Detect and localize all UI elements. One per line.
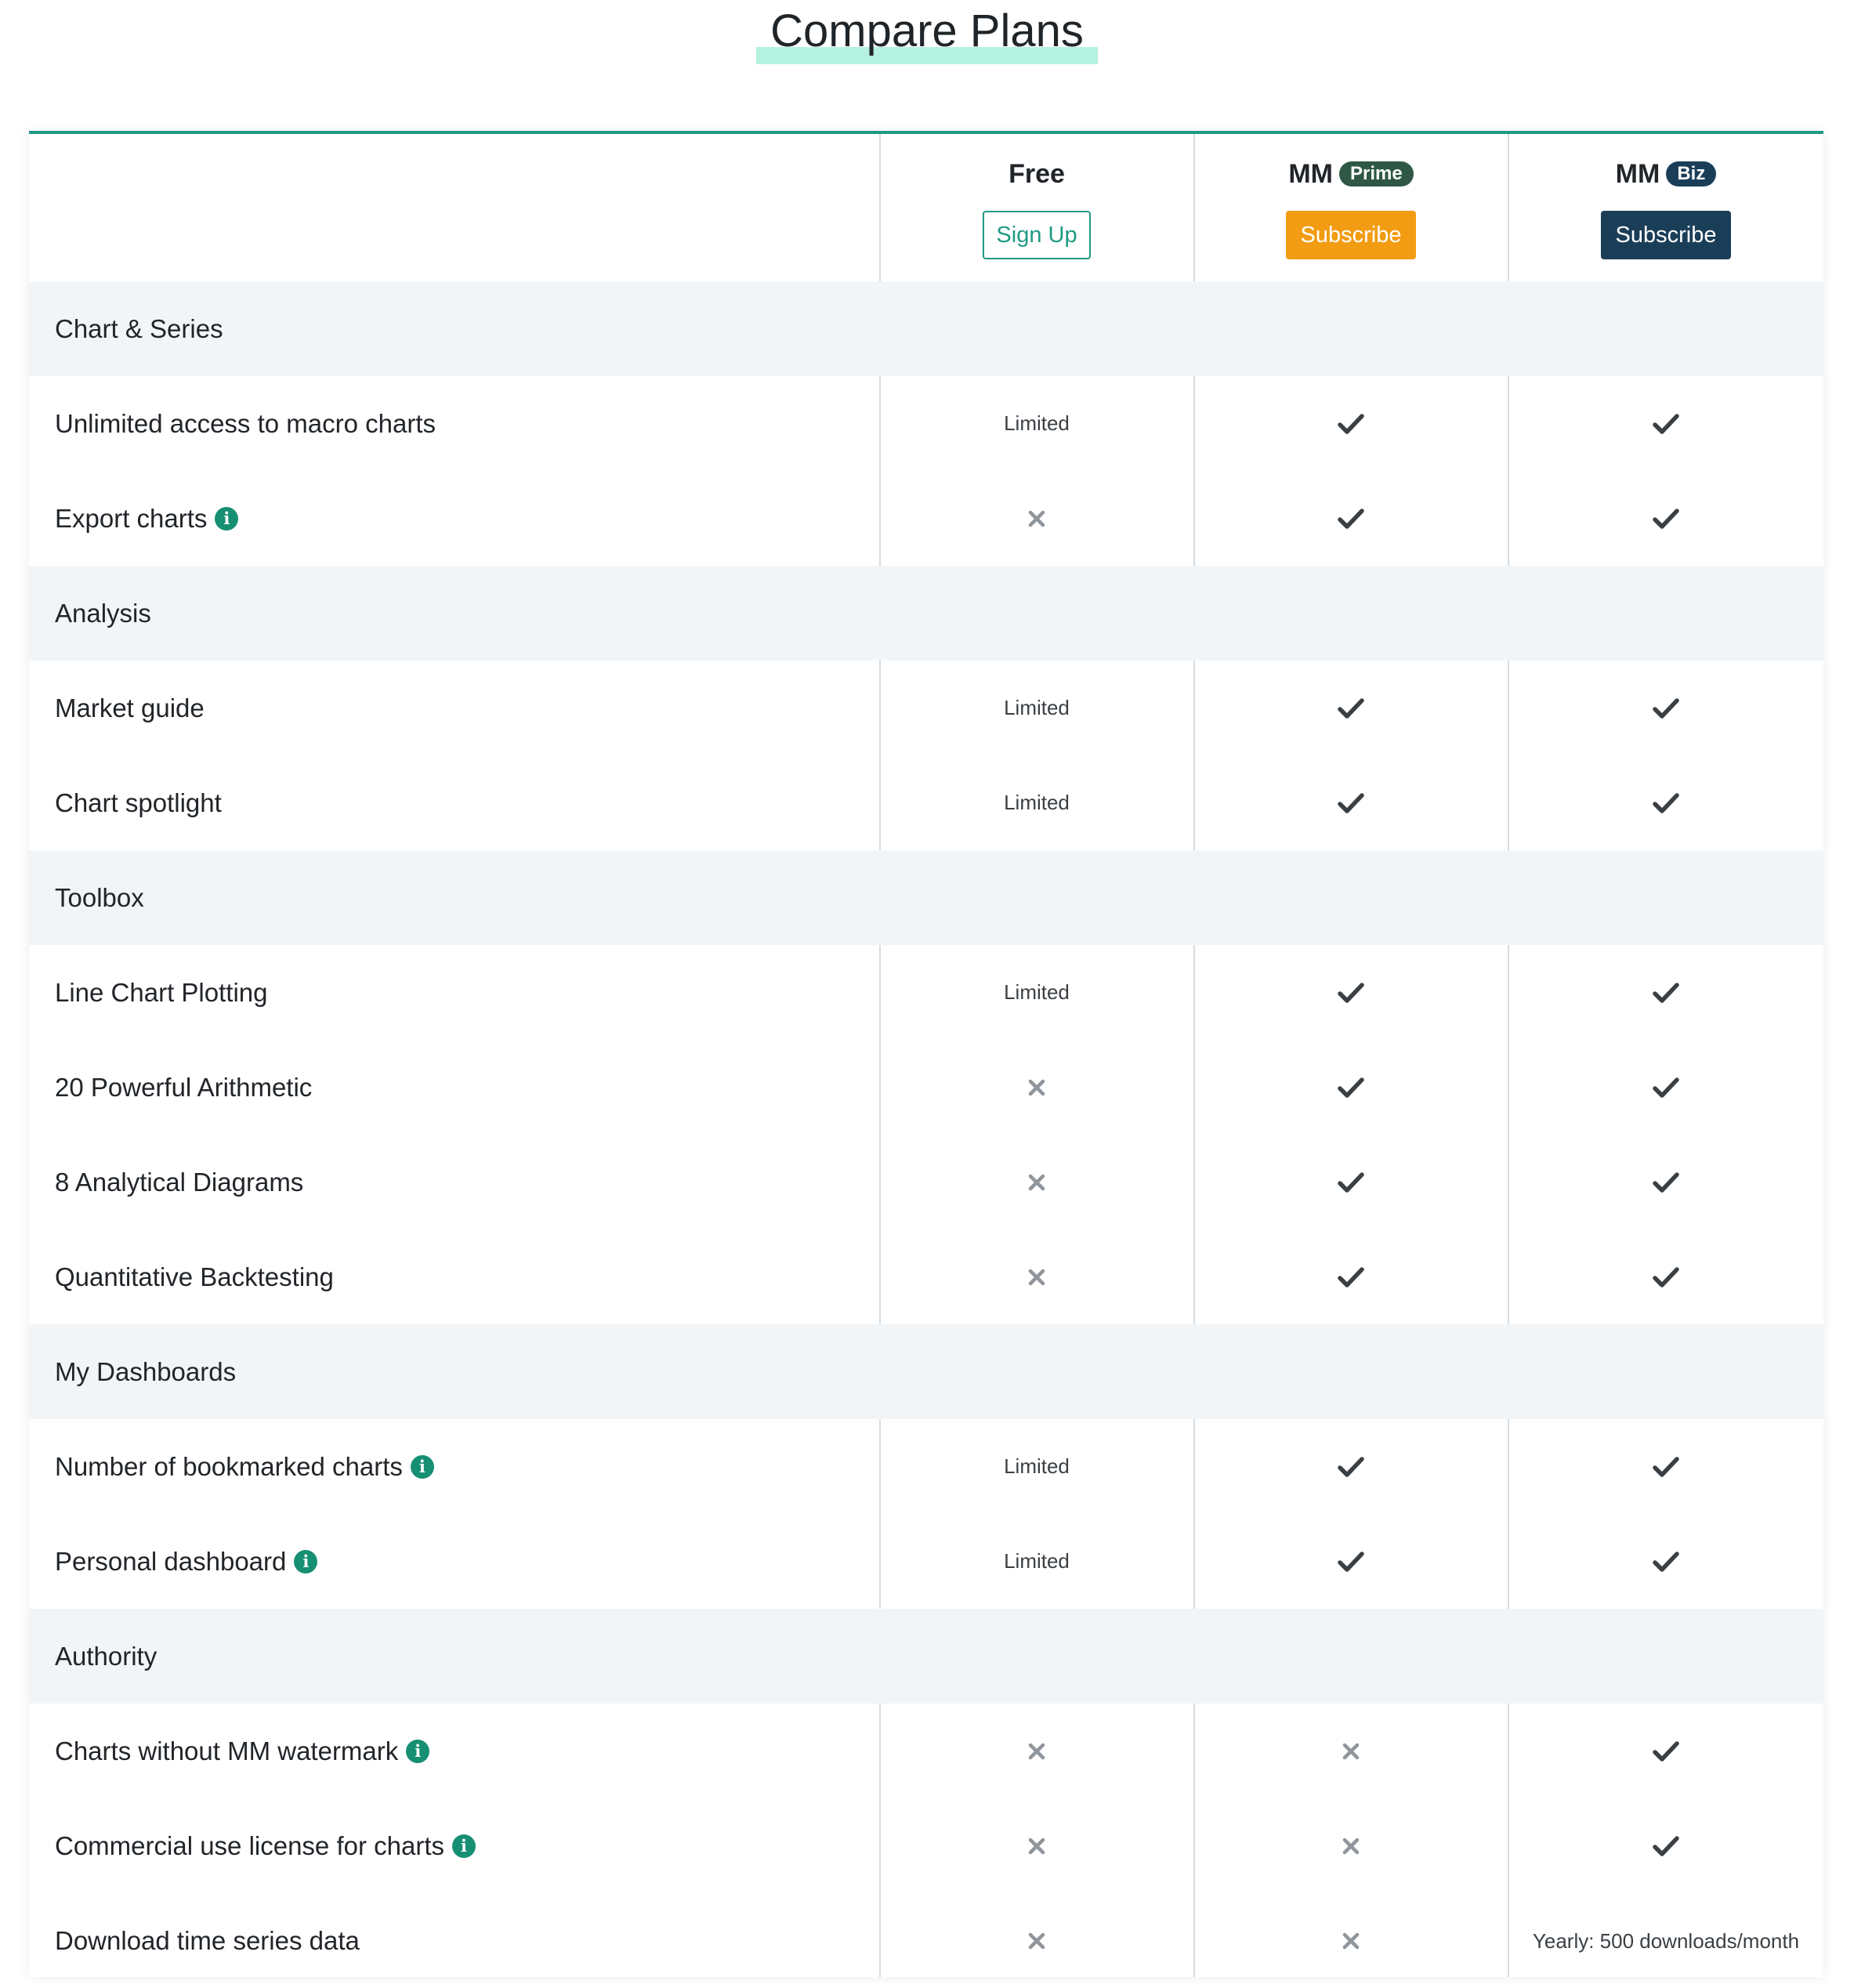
feature-name [55,755,222,850]
free-value-text: Limited [1004,696,1070,719]
free-value-text: Limited [1004,1454,1070,1478]
feature-row [29,1135,1823,1229]
column-divider [879,661,881,850]
feature-row [29,471,1823,566]
prime-check-icon [1194,1229,1508,1324]
column-divider [879,376,881,566]
free-value [880,376,1193,471]
column-divider [1508,1704,1509,1977]
section-authority [29,1609,1823,1704]
free-cross-icon [880,1229,1193,1324]
biz-check-icon [1508,755,1823,850]
feature-label: 20 Powerful Arithmetic [55,1072,313,1102]
free-value [880,755,1193,850]
feature-label: Unlimited access to macro charts [55,408,436,438]
column-divider [879,1419,881,1609]
feature-label: Export charts [55,503,208,533]
feature-row [29,376,1823,471]
free-cross-icon [880,1798,1193,1893]
feature-name [55,376,436,471]
biz-check-icon [1508,1135,1823,1229]
feature-name [55,1419,434,1514]
info-icon[interactable]: i [294,1550,317,1573]
section-analysis [29,566,1823,661]
column-divider [1193,376,1195,566]
biz-check-icon [1508,376,1823,471]
free-value [880,661,1193,755]
feature-label: Personal dashboard [55,1546,287,1576]
biz-check-icon [1508,471,1823,566]
prime-check-icon [1194,471,1508,566]
feature-name [55,661,205,755]
feature-name [55,1798,476,1893]
section-title: My Dashboards [55,1356,237,1386]
page-title: Compare Plans [756,3,1098,60]
free-value-text: Limited [1004,980,1070,1004]
feature-row [29,1704,1823,1798]
plan-prime-header [1194,134,1508,281]
prime-check-icon [1194,661,1508,755]
feature-name [55,945,268,1040]
info-icon[interactable]: i [215,507,238,530]
feature-row [29,945,1823,1040]
biz-check-icon [1508,1419,1823,1514]
plan-prime-label: MM [1288,158,1333,189]
feature-row [29,1229,1823,1324]
feature-row [29,1040,1823,1135]
info-icon[interactable]: i [406,1740,429,1763]
column-divider [1193,945,1195,1324]
feature-label: Line Chart Plotting [55,977,268,1007]
section-my-dashboards [29,1324,1823,1419]
free-value [880,1419,1193,1514]
biz-badge: Biz [1666,161,1716,186]
feature-label: Chart spotlight [55,788,222,817]
section-title: Authority [55,1641,158,1671]
biz-check-icon [1508,661,1823,755]
free-value [880,1514,1193,1609]
section-title: Chart & Series [55,313,223,343]
feature-label: Commercial use license for charts [55,1830,444,1860]
biz-check-icon [1508,1704,1823,1798]
feature-row [29,1419,1823,1514]
free-cross-icon [880,1135,1193,1229]
feature-name [55,1514,317,1609]
plan-biz-name [1616,159,1717,189]
info-icon[interactable]: i [411,1455,434,1479]
prime-check-icon [1194,1135,1508,1229]
prime-check-icon [1194,1419,1508,1514]
free-value-text: Limited [1004,791,1070,814]
free-value-text: Limited [1004,411,1070,435]
plan-free-header [880,134,1193,281]
column-divider [1508,661,1509,850]
column-divider [1508,945,1509,1324]
section-title: Toolbox [55,882,144,912]
compare-plans-table [29,131,1823,1977]
feature-row [29,755,1823,850]
biz-check-icon [1508,1040,1823,1135]
feature-row [29,1514,1823,1609]
feature-label: 8 Analytical Diagrams [55,1167,304,1197]
biz-value-text: Yearly: 500 downloads/month [1532,1928,1800,1953]
feature-label: Charts without MM watermark [55,1736,399,1765]
feature-row [29,661,1823,755]
column-divider [1508,134,1509,281]
column-divider [879,945,881,1324]
plan-biz-header [1508,134,1823,281]
subscribe-biz-button[interactable]: Subscribe [1601,211,1731,259]
feature-name [55,1135,303,1229]
column-divider [1193,134,1195,281]
feature-label: Number of bookmarked charts [55,1451,403,1481]
free-cross-icon [880,1704,1193,1798]
biz-check-icon [1508,945,1823,1040]
feature-name [55,1229,334,1324]
column-divider [1508,1419,1509,1609]
feature-row [29,1798,1823,1893]
info-icon[interactable]: i [452,1834,476,1858]
free-value-text: Limited [1004,1549,1070,1573]
plan-free-name: Free [1008,158,1065,189]
plan-prime-name [1288,159,1413,189]
section-toolbox [29,850,1823,945]
prime-cross-icon [1194,1798,1508,1893]
biz-check-icon [1508,1229,1823,1324]
feature-label: Market guide [55,693,205,722]
column-divider [1193,661,1195,850]
plan-biz-label: MM [1615,158,1660,189]
column-divider [879,1704,881,1977]
page-header [0,0,1854,63]
subscribe-prime-button[interactable]: Subscribe [1286,211,1416,259]
prime-check-icon [1194,945,1508,1040]
feature-label: Quantitative Backtesting [55,1262,334,1291]
column-divider [1508,376,1509,566]
sign-up-button[interactable]: Sign Up [983,211,1091,259]
free-cross-icon [880,1040,1193,1135]
free-value [880,945,1193,1040]
column-divider [1193,1704,1195,1977]
prime-check-icon [1194,1514,1508,1609]
feature-name [55,1040,312,1135]
section-chart-series [29,281,1823,376]
column-divider [879,134,881,281]
free-cross-icon [880,471,1193,566]
prime-cross-icon [1194,1704,1508,1798]
column-divider [1193,1419,1195,1609]
prime-check-icon [1194,376,1508,471]
feature-label: Download time series data [55,1925,360,1955]
feature-name [55,1704,429,1798]
biz-check-icon [1508,1798,1823,1893]
prime-check-icon [1194,755,1508,850]
section-title: Analysis [55,598,151,628]
prime-badge: Prime [1339,161,1414,186]
prime-check-icon [1194,1040,1508,1135]
feature-name [55,471,238,566]
biz-check-icon [1508,1514,1823,1609]
